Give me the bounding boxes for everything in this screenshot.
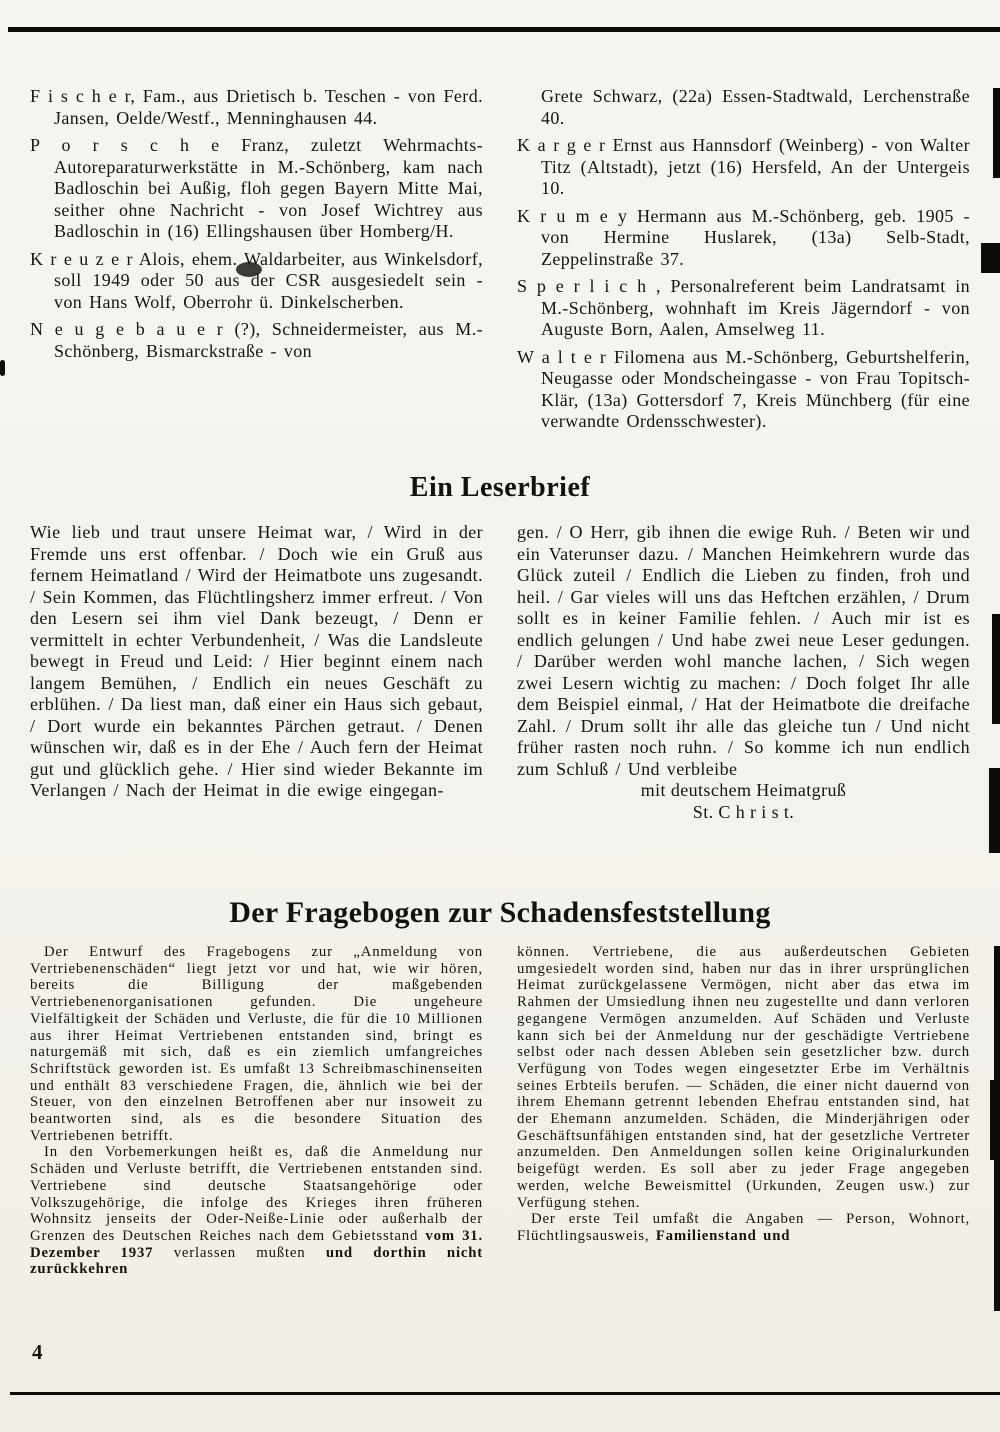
- missing-persons-left-column: [30, 86, 483, 439]
- missing-person-entry: N e u g e b a u e r (?), Schneidermeister, aus M.-Schönberg, Bismarckstraße - von: [30, 319, 483, 361]
- missing-persons-right-column: [517, 86, 970, 439]
- scan-artifact: [989, 768, 1000, 853]
- leserbrief-left-column: [30, 522, 483, 823]
- fragebogen-text-segment: verlassen mußten: [153, 1244, 326, 1261]
- bottom-rule: [10, 1392, 1000, 1395]
- fragebogen-bold-segment: und dorthin nicht zurückkehren: [30, 1244, 483, 1278]
- missing-person-entry: K r e u z e r Alois, ehem. Waldarbeiter, aus Winkelsdorf, soll 1949 oder 50 aus der CSR ausgesiedelt sein - von Hans Wolf, Oberrohr ü. Dinkelscherben.: [30, 248, 483, 312]
- fragebogen-title: Der Fragebogen zur Schadensfeststellung: [229, 896, 771, 929]
- fragebogen-paragraph: [517, 1211, 970, 1244]
- fragebogen-bold-segment: vom 31. Dezember 1937: [30, 1227, 483, 1261]
- fragebogen-paragraph: Der Entwurf des Fragebogens zur „Anmeldung von Vertriebenenschäden“ liegt jetzt vor und hat, wie wir hören, bereits die Billigung der maßgebenden Vertriebenenorganisationen gefunden. Die ungeheure Vielfältigkeit der Schäden und Verluste, die für die 10 Millionen aus ihrer Heimat Vertriebenen entstanden sind, bringt es naturgemäß mit sich, daß es ein ziemlich umfangreiches Schriftstück geworden ist. Es umfaßt 13 Schreibmaschinenseiten und enthält 83 verschiedene Fragen, die, ähnlich wie bei der Steuer, von den einzelnen Betroffenen aber nur insoweit zu beantworten sind, als es die besondere Situation des Vertriebenen betrifft.: [30, 944, 483, 1144]
- leserbrief-section: [30, 522, 970, 823]
- leserbrief-signature: St. C h r i s t.: [692, 801, 795, 822]
- fragebogen-paragraph: [30, 1144, 483, 1278]
- scan-artifact: [990, 1080, 1000, 1160]
- fragebogen-section: [30, 944, 970, 1278]
- missing-person-entry-continuation: Grete Schwarz, (22a) Essen-Stadtwald, Lerchenstraße 40.: [541, 86, 970, 128]
- fragebogen-left-column: [30, 944, 483, 1278]
- fragebogen-right-column: [517, 944, 970, 1278]
- missing-person-entry: K a r g e r Ernst aus Hannsdorf (Weinberg) - von Walter Titz (Altstadt), jetzt (16) Hersfeld, An der Untergeis 10.: [517, 135, 970, 198]
- top-rule: [8, 27, 1000, 32]
- fragebogen-text-segment: Der erste Teil umfaßt die Angaben — Person, Wohnort, Flüchtlingsausweis,: [517, 1211, 970, 1244]
- missing-person-entry: S p e r l i c h , Personalreferent beim Landratsamt in M.-Schönberg, wohnhaft im Kreis Jägerndorf - von Auguste Born, Aalen, Amselweg 11.: [517, 276, 970, 339]
- page-number: 4: [32, 1340, 43, 1364]
- scan-artifact: [993, 88, 1000, 178]
- missing-persons-section: [30, 86, 970, 439]
- scan-artifact: [992, 614, 1000, 724]
- leserbrief-right-column: [517, 522, 970, 823]
- missing-person-entry: P o r s c h e Franz, zuletzt Wehrmachts-Autoreparaturwerkstätte in M.-Schönberg, kam nach Badloschin bei Außig, floh gegen Bayern Mitte Mai, seither ohne Nachricht - von Josef Wichtrey aus Badloschin in (16) Ellingshausen über Homberg/H.: [30, 135, 483, 241]
- missing-person-entry: F i s c h e r, Fam., aus Drietisch b. Teschen - von Ferd. Jansen, Oelde/Westf., Menninghausen 44.: [30, 86, 483, 128]
- leserbrief-closing-line: mit deutschem Heimatgruß: [640, 780, 847, 800]
- leserbrief-left-text: Wie lieb und traut unsere Heimat war, / Wird in der Fremde uns erst offenbar. / Doch wie ein Gruß aus fernem Heimatland / Wird der Heimatbote uns zugesandt. / Sein Kommen, das Flüchtlingsherz immer erfreut. / Von den Lesern sei ihm viel Dank bezeugt, / Denn er vermittelt in echter Verbundenheit, / Was die Landsleute bewegt in Freud und Leid: / Hier beginnt einem nach langem Bemühen, / Endlich ein neues Geschäft zu erblühen. / Da liest man, daß einer ein Haus sich gebaut, / Dort wurde ein bekanntes Pärchen getraut. / Denen wünschen wir, daß es in der Ehe / Auch fern der Heimat gut und glücklich gehe. / Hier sind wieder Bekannte im Verlangen / Nach der Heimat in die ewige eingegan-: [30, 522, 483, 800]
- fragebogen-text-segment: In den Vorbemerkungen heißt es, daß die Anmeldung nur Schäden und Verluste betrifft, die Vertriebenen entstanden sind. Vertriebene sind deutsche Staatsangehörige oder Volkszugehörige, die infolge des Krieges ihren früheren Wohnsitz jenseits der Oder-Neiße-Linie oder außerhalb der Grenzen des Deutschen Reiches nach dem Gebietsstand: [30, 1144, 483, 1244]
- fragebogen-paragraph-continuation: können. Vertriebene, die aus außerdeutschen Gebieten umgesiedelt worden sind, haben nur das in ihrer ursprünglichen Heimat zurückgelassene Vermögen, nicht aber das etwa im Rahmen der Umsiedlung ihnen neu zugestellte und dann verloren gegangene Vermögen anzumelden. Auf Schäden und Verluste kann sich bei der Anmeldung nur der geschädigte Vertriebene selbst oder nach dessen Ableben sein gesetzlicher bzw. durch Verfügung von Todes wegen eingesetzter Erbe im Verhältnis seines Erbteils berufen. — Schäden, die einer nicht dauernd von ihrem Ehemann getrennt lebenden Ehefrau entstanden sind, hat der Ehemann anzumelden. Schäden, die Minderjährigen oder Geschäftsunfähigen entstanden sind, hat der gesetzliche Vertreter anzumelden. Den Anmeldungen sollen keine Originalurkunden beigefügt werden. Es soll aber zu jeder Frage angegeben werden, welche Beweismittel (Urkunden, Zeugen usw.) zur Verfügung stehen.: [517, 944, 970, 1211]
- missing-person-entry: W a l t e r Filomena aus M.-Schönberg, Geburtshelferin, Neugasse oder Mondscheingasse - von Frau Topitsch-Klär, (13a) Gottersdorf 7, Kreis Münchberg (für eine verwandte Ordensschwester).: [517, 346, 970, 431]
- leserbrief-title: Ein Leserbrief: [409, 472, 591, 503]
- missing-person-entry: K r u m e y Hermann aus M.-Schönberg, geb. 1905 - von Hermine Huslarek, (13a) Selb-Stadt, Zeppelinstraße 37.: [517, 205, 970, 269]
- scan-artifact: [0, 360, 5, 376]
- fragebogen-bold-segment: Familienstand und: [655, 1227, 791, 1244]
- scan-artifact: [981, 243, 1000, 273]
- leserbrief-right-text: gen. / O Herr, gib ihnen die ewige Ruh. / Beten wir und ein Vaterunser dazu. / Manchen Heimkehrern wurde das Glück zuteil / Endlich die Lieben zu finden, froh und heil. / Gar vieles will uns das Heftchen erzählen, / Drum sollt es in keiner Familie fehlen. / Auch mir ist es endlich gelungen / Und habe zwei neue Leser gedungen. / Darüber werden wohl manche lachen, / Sich wegen zwei Lesern wichtig zu machen: / Doch folget Ihr alle dem Beispiel einmal, / Hat der Heimatbote die dreifache Zahl. / Drum sollt ihr alle das gleiche tun / Und nicht früher rasten noch ruhn. / So komme ich nun endlich zum Schluß / Und verbleibe: [517, 522, 970, 779]
